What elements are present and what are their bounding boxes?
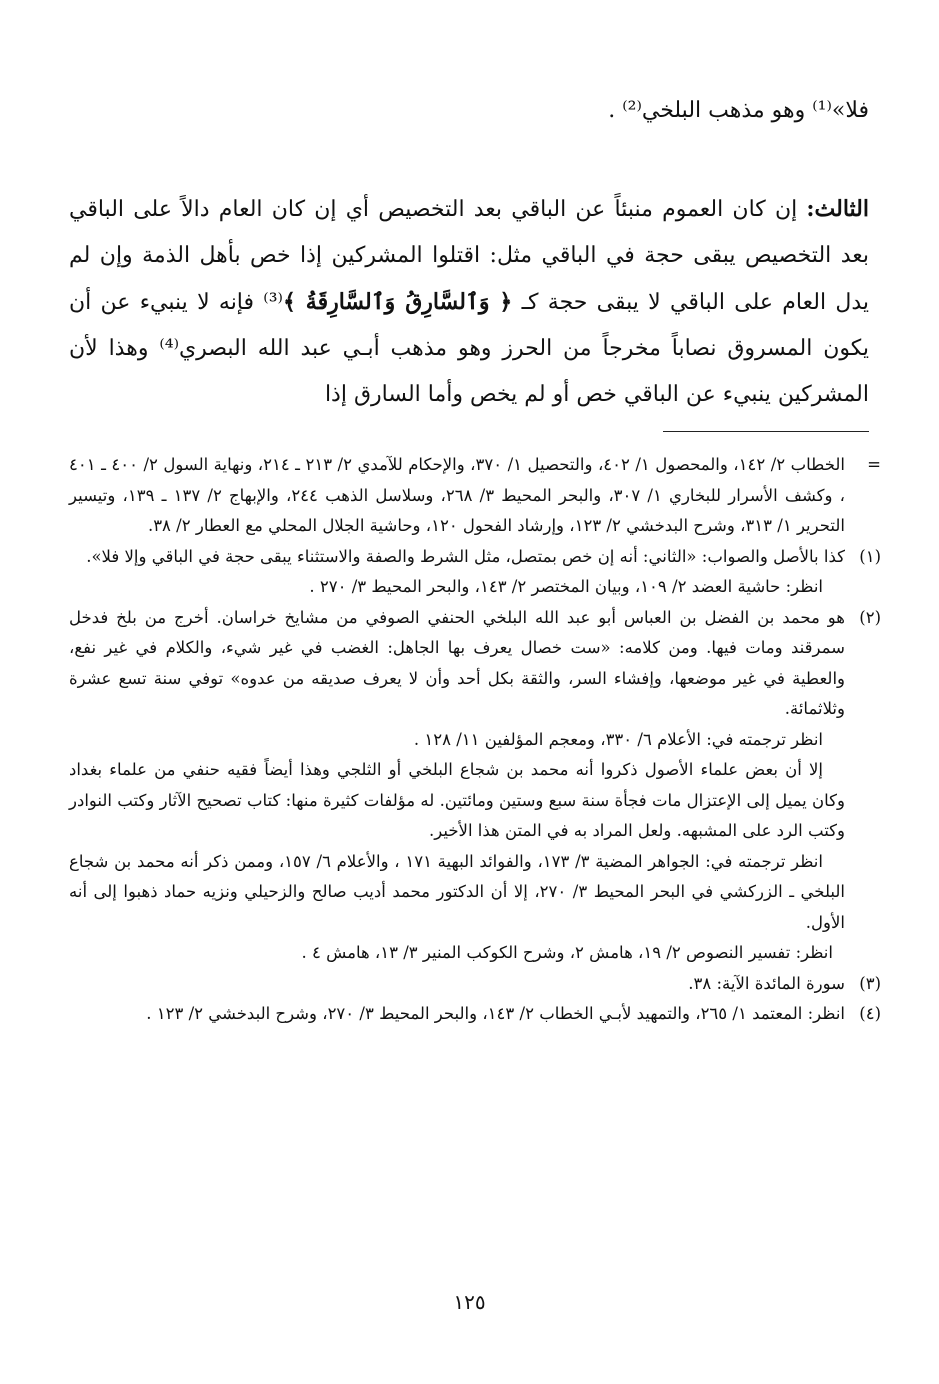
footnote-reference: انظر: تفسير النصوص ٢/ ١٩، هامش ٢، وشرح الكوكب المنير ٣/ ١٣، هامش ٤ . (301, 943, 833, 962)
paragraph-text-2: ⁽³⁾ فإنه لا ينبيء عن أن يكون المسروق نصاباً مخرجاً من الحرز وهو مذهب أبـي عبد الله البصري⁽⁴⁾ وهذا لأن المشركين ينبيء عن الباقي خص أو لم يخص وأما السارق إذا (69, 290, 869, 407)
footnote-marker: (٢) (859, 607, 881, 627)
footnote-text: كذا بالأصل والصواب: «الثاني: أنه إن خص بمتصل، مثل الشرط والصفة والاستثناء يبقى حجة في الباقي وإلا فلا». (86, 546, 845, 566)
footnote-body (69, 603, 845, 969)
footnote-text: سورة المائدة الآية: ٣٨. (688, 973, 845, 993)
footnote-marker: = (867, 455, 881, 474)
footnote-text: الخطاب ٢/ ١٤٢، والمحصول ١/ ٤٠٢، والتحصيل ١/ ٣٧٠، والإحكام للآمدي ٢/ ٢١٣ ـ ٢١٤، ونهاية السول ٢/ ٤٠٠ ـ ٤٠١ ، وكشف الأسرار للبخاري ١/ ٣٠٧، والبحر المحيط ٣/ ٢٦٨، وسلاسل الذهب ٢٤٤، والإبهاج ٢/ ١٣٧ ـ ١٣٩، وتيسير التحرير ١/ ٣١٣، وشرح البدخشي ٢/ ١٢٣، وإرشاد الفحول ١٢٠، وحاشية الجلال المحلي مع العطار ٢/ ٣٨. (69, 455, 845, 535)
paragraph-lead: الثالث: (806, 196, 869, 222)
footnote-body (69, 542, 845, 603)
footnote-marker: (٣) (859, 973, 881, 993)
footnote-2 (69, 603, 881, 969)
footnote-body (69, 450, 845, 542)
footnote-reference: انظر ترجمته في: الأعلام ٦/ ٣٣٠، ومعجم المؤلفين ١١/ ١٢٨ . (413, 729, 823, 749)
footnote-reference: انظر ترجمته في: الجواهر المضية ٣/ ١٧٣، والفوائد البهية ١٧١ ، والأعلام ٦/ ١٥٧، وممن ذكر أنه محمد بن شجاع البلخي ـ الزركشي في البحر المحيط ٣/ ٢٧٠، إلا أن الدكتور محمد أديب صالح والزحيلي ونزيه حماد ذهبوا إلى أنه الأول. (69, 851, 845, 932)
footnote-text: انظر: المعتمد ١/ ٢٦٥، والتمهيد لأبـي الخطاب ٢/ ١٤٣، والبحر المحيط ٣/ ٢٧٠، وشرح البدخشي ٢/ ١٢٣ . (146, 1004, 845, 1023)
footnote-text: إلا أن بعض علماء الأصول ذكروا أنه محمد بن شجاع البلخي أو الثلجي وهذا أيضاً فقيه حنفي من علماء بغداد وكان يميل إلى الإعتزال مات فجأة سنة سبع وستين ومائتين. له مؤلفات كثيرة منها: كتاب تصحيح الآثار وكتب النوادر وكتب الرد على المشبهه. ولعل المراد به في المتن هذا الأخير. (69, 760, 845, 840)
footnote-text: هو محمد بن الفضل بن العباس أبو عبد الله البلخي الحنفي الصوفي من مشايخ خراسان. أخرج من بلخ فدخل سمرقند ومات فيها. ومن كلامه: «ست خصال يعرف بها الجاهل: الغضب في غير شيء، والكلام في غير نفع، والعطية في غير موضعها، وإفشاء السر، والثقة بكل أحد وأن لا يعرف صديقه من عدوه» توفي سنة تسع عشرة وثلاثمائة. (69, 607, 845, 718)
footnote-separator (663, 431, 869, 432)
footnote-marker: (١) (859, 546, 881, 566)
main-paragraph (69, 186, 869, 418)
footnote-marker: (٤) (859, 1004, 881, 1023)
footnotes (69, 450, 881, 1030)
paragraph-text-1: إن كان العموم منبئاً عن الباقي بعد التخصيص أي إن كان العام دالاً على الباقي بعد التخصيص يبقى حجة في الباقي مثل: اقتلوا المشركين إذا خص بأهل الذمة وإن لم يدل العام على الباقي لا يبقى حجة كـ (69, 197, 869, 315)
footnote-reference: انظر: حاشية العضد ٢/ ١٠٩، وبيان المختصر ٢/ ١٤٣، والبحر المحيط ٣/ ٢٧٠ . (309, 577, 823, 596)
footnote-1 (69, 542, 881, 603)
page-number: ١٢٥ (453, 1290, 486, 1314)
continued-line: فلا»⁽¹⁾ وهو مذهب البلخي⁽²⁾ . (608, 98, 869, 123)
footnote-continued (69, 450, 881, 542)
footnote-3 (69, 969, 881, 1000)
footnote-4 (69, 999, 881, 1030)
quran-verse: ﴿ وَٱلسَّارِقُ وَٱلسَّارِقَةُ ﴾ (282, 289, 513, 315)
footnote-body (69, 999, 845, 1030)
footnote-body (69, 969, 845, 1000)
